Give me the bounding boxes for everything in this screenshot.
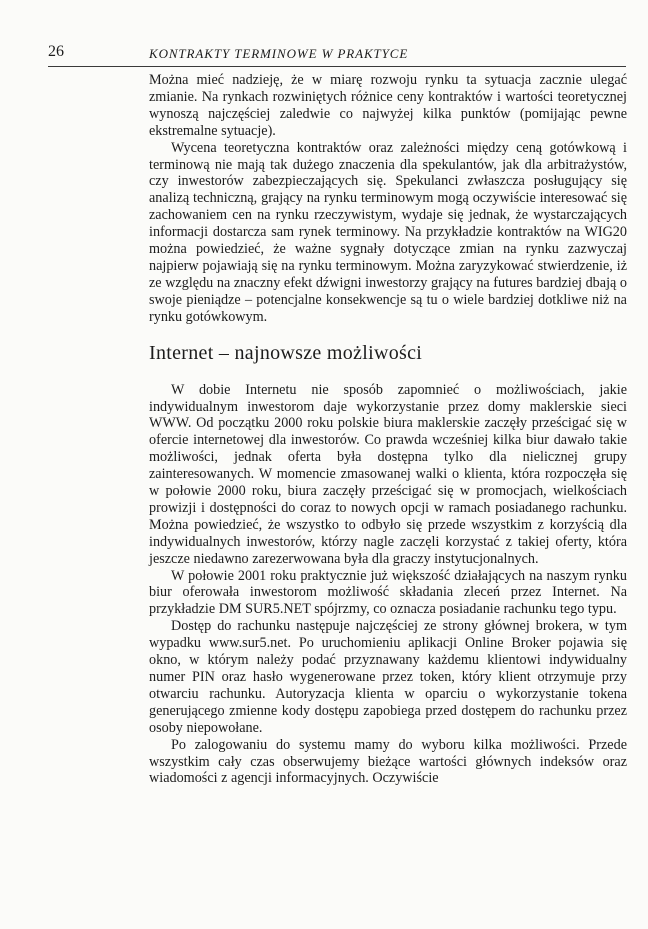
paragraph: Po zalogowaniu do systemu mamy do wyboru kilka możliwości. Przede wszystkim cały czas obserwujemy bieżące wartości głównych indeksów oraz wiadomości z agencji informacyjnych. Oczywiście <box>149 736 627 787</box>
page-header <box>48 40 626 67</box>
body-text <box>149 72 627 787</box>
running-title: KONTRAKTY TERMINOWE W PRAKTYCE <box>149 46 409 61</box>
paragraph: Można mieć nadzieję, że w miarę rozwoju rynku ta sytuacja zacznie ulegać zmianie. Na rynkach rozwiniętych różnice ceny kontraktów i wartości teoretycznej wynoszą najczęściej zaledwie co najwyżej kilka punktów (pomijając pewne ekstremalne sytuacje). <box>149 72 627 139</box>
paragraph: Dostęp do rachunku następuje najczęściej ze strony głównej brokera, w tym wypadku www.sur5.net. Po uruchomieniu aplikacji Online Broker pojawia się okno, w którym należy podać przyznawany każdemu klientowi indywidualny numer PIN oraz hasło wygenerowane przez token, który klient otrzymuje przy otwarciu rachunku. Autoryzacja klienta w oparciu o wykorzystanie tokena generującego zmienne kody dostępu zapobiega przed dostępem do rachunku przez osoby niepowołane. <box>149 618 627 736</box>
paragraph: W połowie 2001 roku praktycznie już większość działających na naszym rynku biur oferowała inwestorom możliwość składania zleceń przez Internet. Na przykładzie DM SUR5.NET spójrzmy, co oznacza posiadanie rachunku tego typu. <box>149 567 627 618</box>
paragraph: W dobie Internetu nie sposób zapomnieć o możliwościach, jakie indywidualnym inwestorom daje wykorzystanie przez domy maklerskie sieci WWW. Od początku 2000 roku polskie biura maklerskie zaczęły prześcigać się w ofercie internetowej dla inwestorów. Co prawda wcześniej kilka biur dawało takie możliwości, jednak oferta była dostępna tylko dla nielicznej grupy zainteresowanych. W momencie zmasowanej walki o klienta, która rozpoczęła się w połowie 2000 roku, biura zaczęły prześcigać się w promocjach, wielkościach prowizji i dostępności do coraz to nowych opcji w ramach posiadanego rachunku. Można powiedzieć, że wszystko to odbyło się przede wszystkim z korzyścią dla indywidualnych inwestorów, którzy nagle zaczęli korzystać z takiej oferty, która jeszcze niedawno zarezerwowana była dla graczy instytucjonalnych. <box>149 381 627 567</box>
page-number: 26 <box>48 43 64 60</box>
paragraph: Wycena teoretyczna kontraktów oraz zależności między ceną gotówkową i terminową nie mają tak dużego znaczenia dla spekulantów, jak dla arbitrażystów, czy inwestorów zabezpieczających się. Spekulanci zwłaszcza posługujący się analizą techniczną, grający na rynku terminowym mogą oczywiście interesować się zachowaniem cen na rynku rzeczywistym, wydaje się jednak, że wystarczających informacji dostarcza sam rynek terminowy. Na przykładzie kontraktów na WIG20 można powiedzieć, że ważne sygnały dotyczące zmian na rynku zazwyczaj najpierw pojawiają się na rynku terminowym. Można zaryzykować stwierdzenie, iż ze względu na znaczny efekt dźwigni inwestorzy grający na futures bardziej dbają o swoje pieniądze – potencjalne konsekwencje są tu o wiele bardziej dotkliwe niż na rynku gotówkowym. <box>149 139 627 325</box>
section-heading: Internet – najnowsze możliwości <box>149 341 423 364</box>
